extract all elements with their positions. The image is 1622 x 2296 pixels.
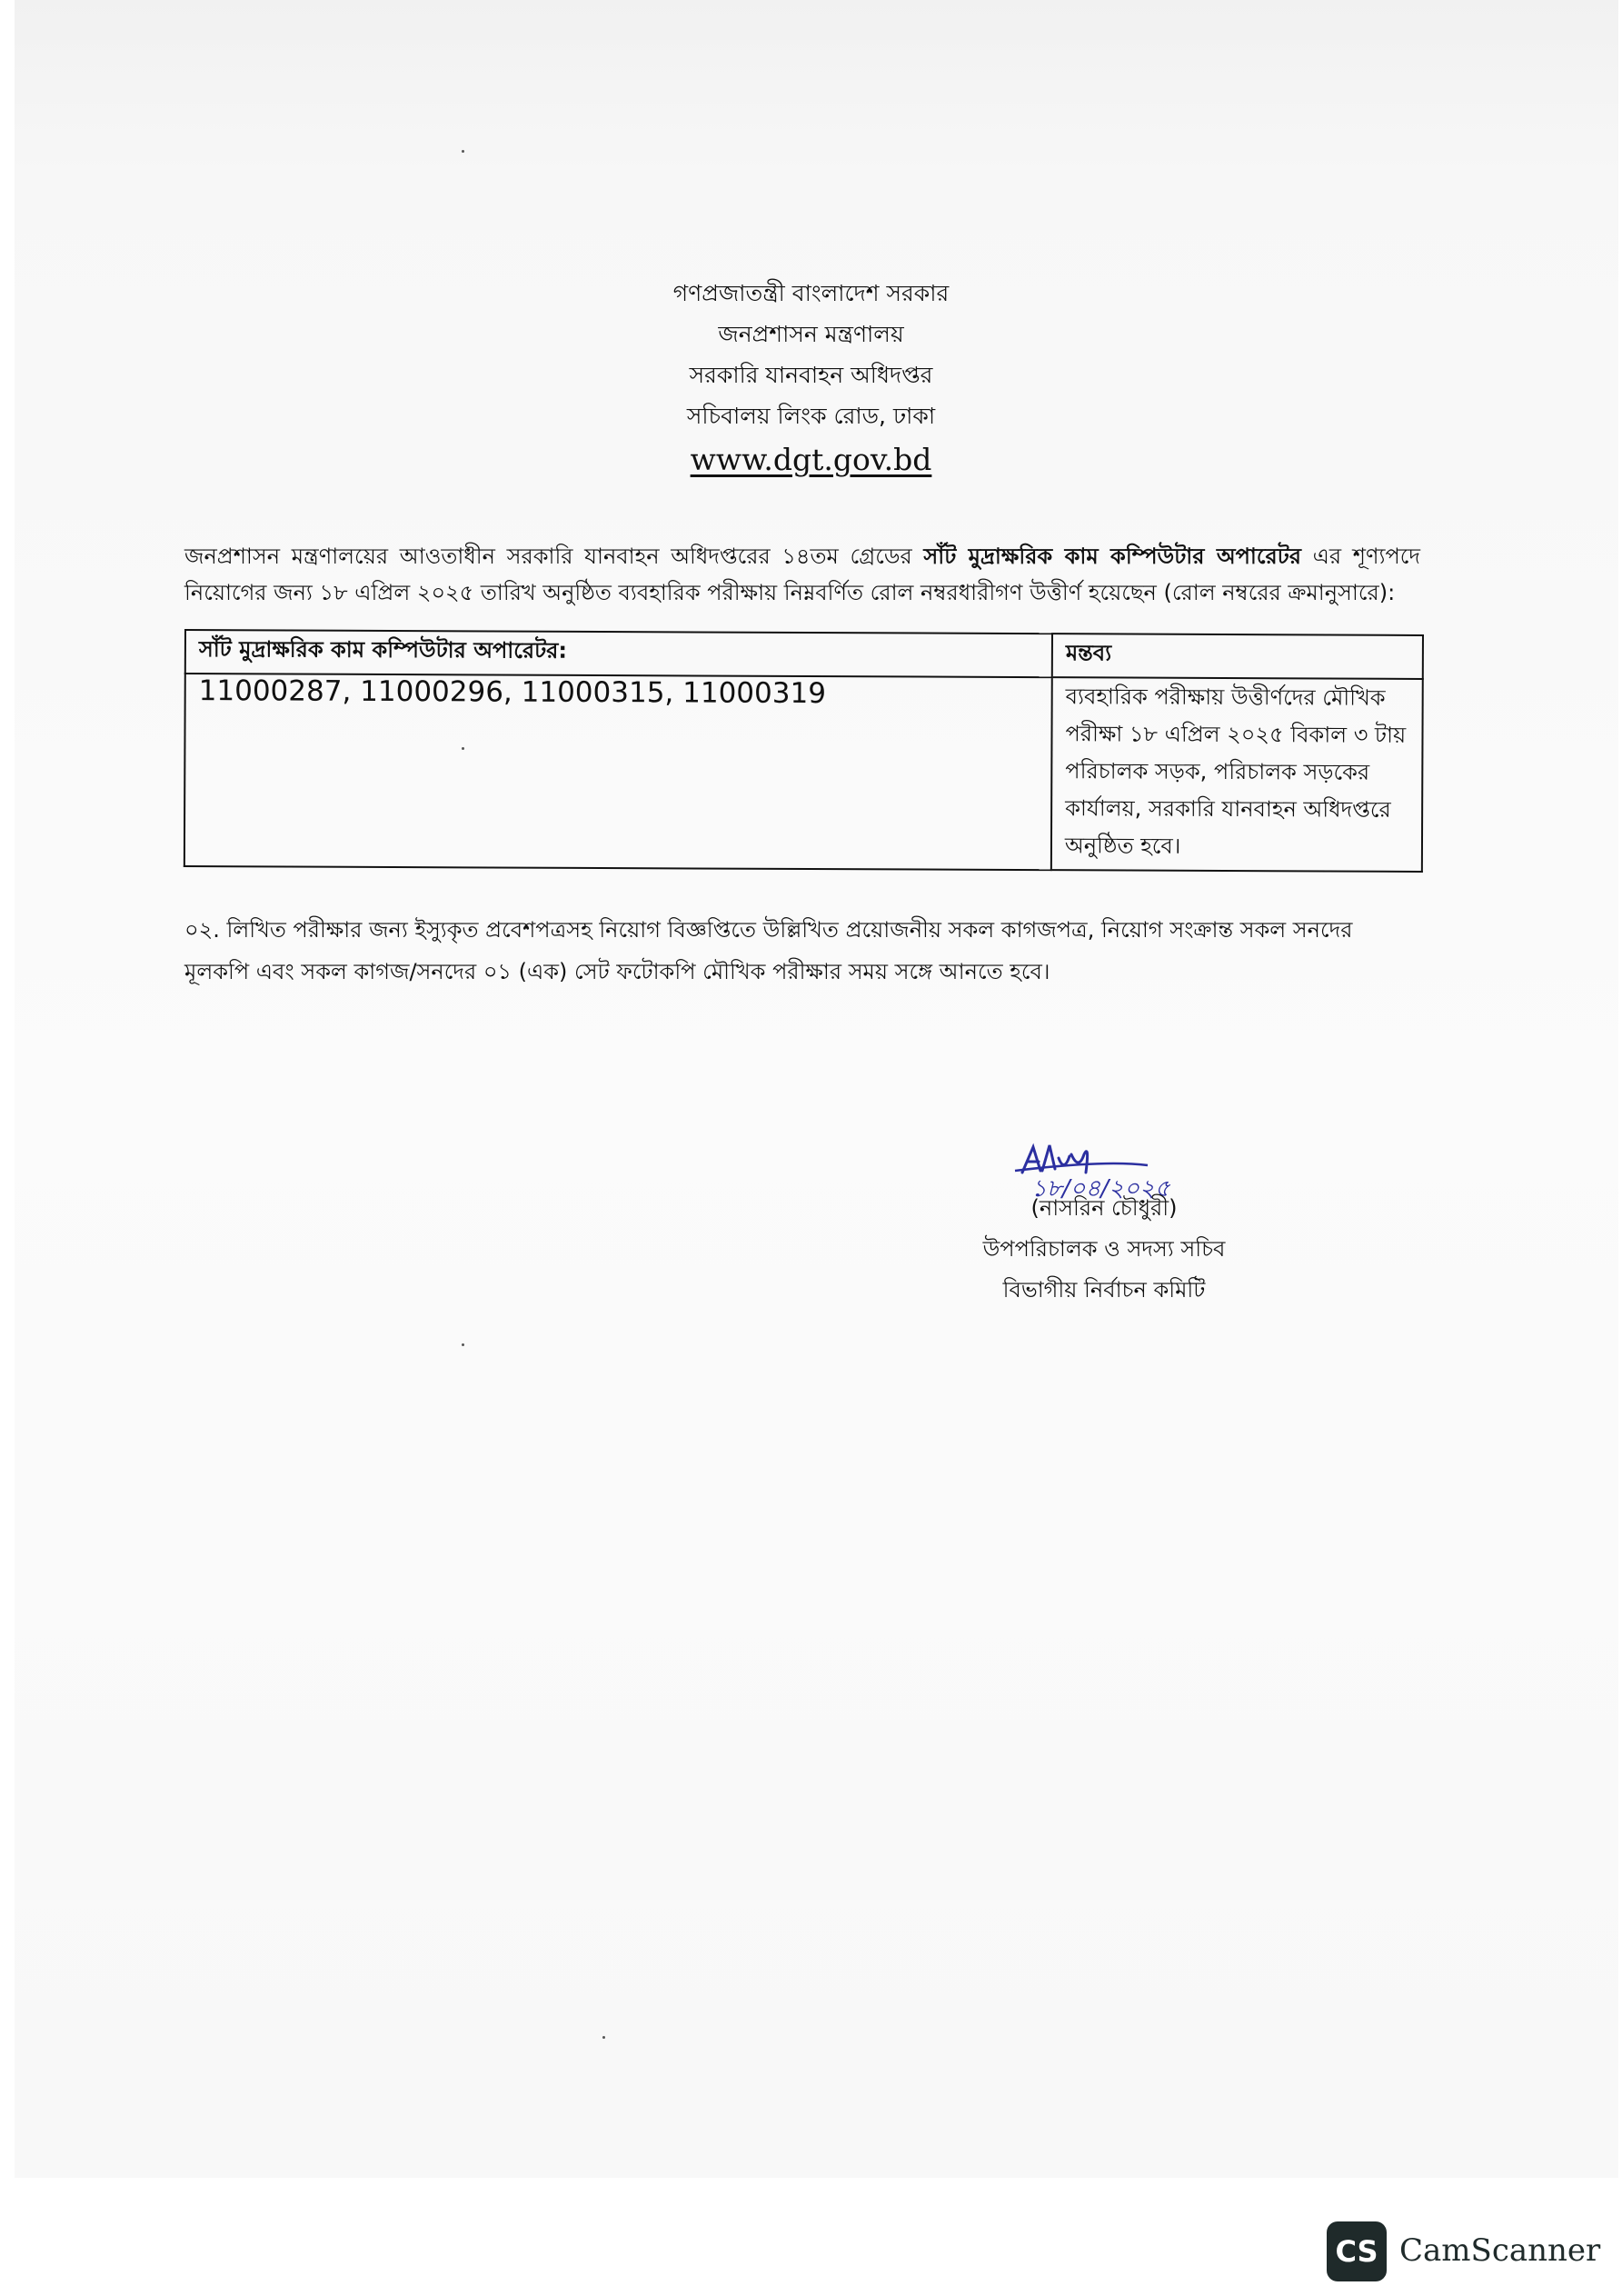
office-address: সচিবালয় লিংক রোড, ঢাকা: [686, 403, 936, 429]
post-name: সাঁট মুদ্রাক্ষরিক কাম কম্পিউটার অপারেটর: [923, 544, 1301, 569]
signature-date: ১৮/০৪/২০২৫: [1031, 1175, 1170, 1200]
government-title: গণপ্রজাতন্ত্রী বাংলাদেশ সরকার: [672, 280, 950, 306]
table-header-row: [185, 630, 1423, 679]
intro-text-part2: এর শূণ্যপদে নিয়োগের জন্য ১৮ এপ্রিল ২০২৫ তারিখ অনুষ্ঠিত ব্যবহারিক পরীক্ষায় নিম্নবর্ণিত রোল নম্বরধারীগণ উত্তীর্ণ হয়েছেন (রোল নম্বরের ক্রমানুসারে):: [184, 544, 1421, 605]
scan-speck: [462, 1343, 464, 1346]
scan-speck: [602, 2036, 605, 2039]
scan-speck: [462, 150, 464, 153]
letterhead: [0, 273, 1622, 484]
camscanner-logo-icon: CS: [1327, 2221, 1387, 2281]
intro-paragraph: [184, 538, 1420, 611]
post-column-header: সাঁট মুদ্রাক্ষরিক কাম কম্পিউটার অপারেটর:: [185, 630, 1052, 677]
ministry-name: জনপ্রশাসন মন্ত্রণালয়: [718, 321, 904, 347]
intro-text-part1: জনপ্রশাসন মন্ত্রণালয়ের আওতাধীন সরকারি যানবাহন অধিদপ্তরের ১৪তম গ্রেডের: [184, 544, 924, 569]
result-table: [184, 629, 1424, 873]
instructions-paragraph: ০২. লিখিত পরীক্ষার জন্য ইস্যুকৃত প্রবেশপত্রসহ নিয়োগ বিজ্ঞপ্তিতে উল্লিখিত প্রয়োজনীয় সকল কাগজপত্র, নিয়োগ সংক্রান্ত সকল সনদের মূলকপি এবং সকল কাগজ/সনদের ০১ (এক) সেট ফটোকপি মৌখিক পরীক্ষার সময় সঙ্গে আনতে হবে।: [184, 917, 1353, 984]
roll-numbers-cell: 11000287, 11000296, 11000315, 11000319: [184, 674, 1052, 870]
table-row: [184, 674, 1423, 872]
website-url: www.dgt.gov.bd: [690, 442, 932, 477]
signatory-block: [927, 1188, 1281, 1311]
signatory-committee: বিভাগীয় নির্বাচন কমিটি: [1002, 1277, 1206, 1303]
department-name: সরকারি যানবাহন অধিদপ্তর: [689, 362, 933, 388]
remarks-column-header: মন্তব্য: [1052, 634, 1423, 679]
signatory-name: (নাসরিন চৌধুরী): [1030, 1195, 1178, 1221]
camscanner-watermark: CamScanner: [1399, 2232, 1601, 2269]
signatory-designation: উপপরিচালক ও সদস্য সচিব: [982, 1236, 1226, 1262]
remarks-cell: ব্যবহারিক পরীক্ষায় উত্তীর্ণদের মৌখিক পরীক্ষা ১৮ এপ্রিল ২০২৫ বিকাল ৩ টায় পরিচালক সড়ক, পরিচালক সড়কের কার্যালয়, সরকারি যানবাহন অধিদপ্তরে অনুষ্ঠিত হবে।: [1051, 677, 1423, 872]
